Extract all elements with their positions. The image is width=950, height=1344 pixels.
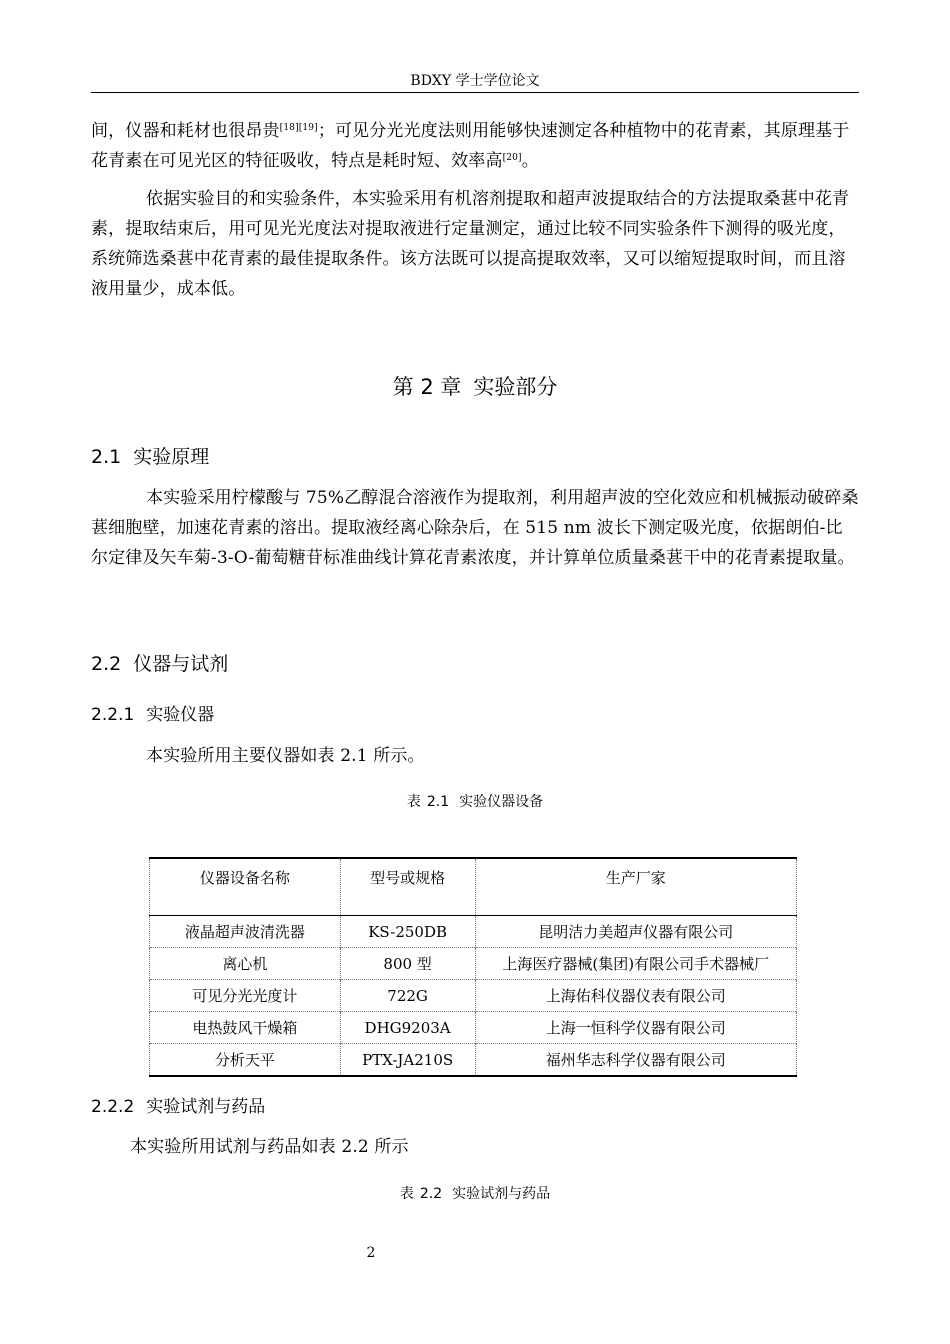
- section-2-2-1-paragraph: 本实验所用主要仪器如表 2.1 所示。: [146, 746, 425, 766]
- chapter-heading: [91, 372, 859, 402]
- table-row: [150, 980, 797, 1012]
- table-cell: PTX-JA210S: [340, 1044, 475, 1077]
- running-header: BDXY 学士学位论文: [410, 73, 540, 89]
- table-cell: 上海佑科仪器仪表有限公司: [475, 980, 796, 1012]
- table-cell: KS-250DB: [340, 916, 475, 948]
- table-header-cell: 型号或规格: [340, 858, 475, 916]
- table-cell: 离心机: [150, 948, 341, 980]
- table-cell: 分析天平: [150, 1044, 341, 1077]
- intro-p1-text-b: ；可见分光光度法则用能够快速测定各种植物中的花青素，其原理基于花青素在可见光区的特征吸收，特点是耗时短、效率高: [91, 121, 850, 171]
- chapter-title: 实验部分: [473, 375, 558, 399]
- subsection-number: 2.2.1: [91, 705, 135, 725]
- table-cell: 722G: [340, 980, 475, 1012]
- table-cell: 福州华志科学仪器有限公司: [475, 1044, 796, 1077]
- table-cell: 800 型: [340, 948, 475, 980]
- intro-p1-text-c: 。: [521, 151, 539, 171]
- caption-prefix: 表: [399, 1186, 414, 1202]
- caption-title: 实验试剂与药品: [452, 1186, 551, 1202]
- table-cell: 上海一恒科学仪器有限公司: [475, 1012, 796, 1044]
- subsection-title: 实验仪器: [146, 705, 215, 725]
- table-cell: 液晶超声波清洗器: [150, 916, 341, 948]
- subsection-heading-2-2-2: [91, 1094, 265, 1120]
- subsection-title: 实验试剂与药品: [146, 1097, 266, 1117]
- table-cell: 昆明洁力美超声仪器有限公司: [475, 916, 796, 948]
- section-heading-2-1: [91, 443, 209, 471]
- instrument-table: [149, 857, 797, 1077]
- table-cell: 电热鼓风干燥箱: [150, 1012, 341, 1044]
- caption-title: 实验仪器设备: [459, 794, 544, 810]
- table-row: [150, 948, 797, 980]
- subsection-heading-2-2-1: [91, 702, 214, 728]
- table-header-row: [150, 858, 797, 916]
- page-number: 2: [366, 1245, 376, 1261]
- section-title: 仪器与试剂: [133, 653, 229, 675]
- table-row: [150, 1012, 797, 1044]
- caption-number: 2.2: [419, 1186, 443, 1202]
- table-2-1-caption: [91, 792, 859, 812]
- citation-20: [20]: [502, 153, 522, 163]
- citation-18-19: [18][19]: [279, 123, 318, 133]
- table-cell: DHG9203A: [340, 1012, 475, 1044]
- section-2-2-2-paragraph: 本实验所用试剂与药品如表 2.2 所示: [130, 1137, 409, 1157]
- table-cell: 可见分光光度计: [150, 980, 341, 1012]
- section-2-1-paragraph: 本实验采用柠檬酸与 75%乙醇混合溶液作为提取剂，利用超声波的空化效应和机械振动破碎桑葚细胞壁，加速花青素的溶出。提取液经离心除杂后，在 515 nm 波长下测定吸光度，依据朗伯-比尔定律及矢车菊-3-O-葡萄糖苷标准曲线计算花青素浓度，并计算单位质量桑葚干中的花青素提取量。: [91, 488, 859, 568]
- intro-p1-text-a: 间，仪器和耗材也很昂贵: [91, 121, 280, 141]
- table-header-cell: 仪器设备名称: [150, 858, 341, 916]
- chapter-number: 第 2 章: [392, 375, 462, 399]
- subsection-number: 2.2.2: [91, 1097, 135, 1117]
- table-row: [150, 916, 797, 948]
- section-heading-2-2: [91, 650, 228, 678]
- section-number: 2.1: [91, 446, 122, 468]
- section-number: 2.2: [91, 653, 122, 675]
- intro-paragraph-2: 依据实验目的和实验条件，本实验采用有机溶剂提取和超声波提取结合的方法提取桑葚中花青素，提取结束后，用可见光光度法对提取液进行定量测定，通过比较不同实验条件下测得的吸光度，系统筛选桑葚中花青素的最佳提取条件。该方法既可以提高提取效率，又可以缩短提取时间，而且溶液用量少，成本低。: [91, 189, 850, 299]
- caption-number: 2.1: [426, 794, 450, 810]
- table-row: [150, 1044, 797, 1077]
- table-cell: 上海医疗器械(集团)有限公司手术器械厂: [475, 948, 796, 980]
- intro-paragraph-1: [91, 116, 859, 176]
- table-header-cell: 生产厂家: [475, 858, 796, 916]
- table-2-2-caption: [91, 1184, 859, 1204]
- caption-prefix: 表: [406, 794, 421, 810]
- header-rule: [91, 92, 859, 93]
- section-title: 实验原理: [133, 446, 210, 468]
